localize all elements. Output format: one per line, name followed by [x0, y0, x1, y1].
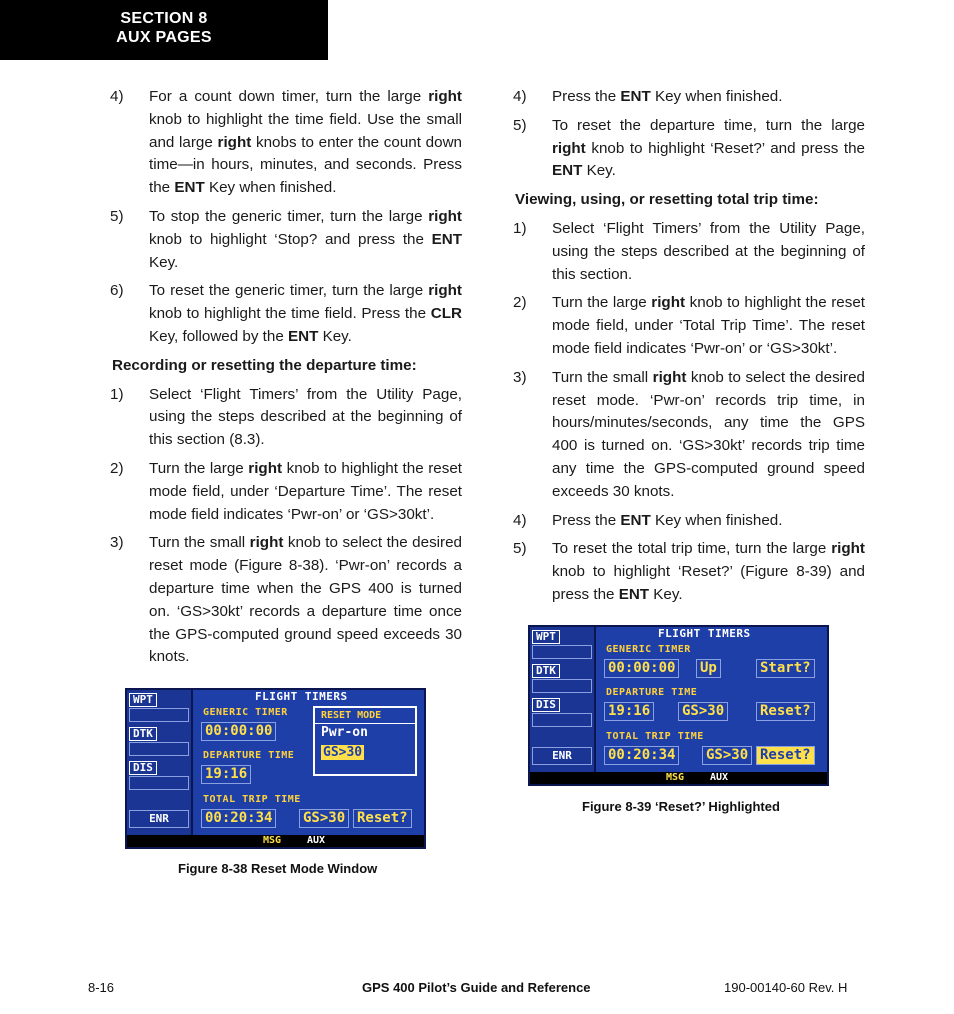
step-text: knob to highlight ‘Reset?’ (Figure 8-39) and press the	[552, 563, 865, 603]
dtk-label: DTK	[532, 664, 560, 678]
status-bar	[530, 772, 827, 784]
step-text: Key when finished.	[650, 88, 783, 105]
key-name: ENT	[174, 179, 205, 197]
key-name: right	[651, 294, 686, 312]
wpt-field	[532, 645, 592, 659]
generic-time-value: 00:00:00	[201, 722, 276, 741]
step-text: Turn the small	[552, 368, 653, 386]
step-left-4	[110, 86, 462, 200]
departure-time-label: DEPARTURE TIME	[606, 687, 698, 698]
screen-title: FLIGHT TIMERS	[658, 627, 751, 640]
dis-label: DIS	[129, 761, 157, 775]
key-name: right	[428, 88, 462, 105]
generic-direction-value: Up	[696, 659, 721, 678]
dtk-field	[129, 742, 189, 756]
departure-time-value: 19:16	[201, 765, 251, 784]
step-text: knob to select the desired reset mode. ‘Pwr-on’ records trip time, in hours/minutes/seconds, any time the GPS 400 is turned on. ‘GS>30kt’ records trip time any time the GPS-computed ground speed exceeds 30 knots.	[552, 368, 865, 500]
step-departure-1	[110, 384, 462, 452]
key-name: right	[652, 368, 687, 386]
popup-option-pwr-on: Pwr-on	[321, 725, 368, 740]
right-column	[513, 86, 865, 613]
step-number: 6)	[110, 282, 124, 300]
side-panel	[127, 690, 193, 847]
total-mode-value: GS>30	[299, 809, 349, 828]
step-text: Key when finished.	[204, 179, 337, 197]
step-trip-5	[513, 538, 865, 606]
aux-indicator: AUX	[307, 835, 326, 846]
step-text: Key, followed by the	[149, 327, 289, 345]
departure-reset-value: Reset?	[756, 702, 815, 721]
page-number: 8-16	[88, 980, 115, 995]
screen-title: FLIGHT TIMERS	[255, 690, 348, 703]
key-name: CLR	[430, 305, 462, 323]
step-text: Key.	[649, 585, 683, 603]
step-number: 5)	[110, 207, 124, 225]
step-number: 4)	[513, 88, 527, 105]
key-name: ENT	[620, 511, 651, 529]
key-name: right	[248, 459, 283, 477]
step-text: Press the	[552, 88, 621, 105]
key-name: ENT	[618, 585, 650, 603]
total-reset-highlighted: Reset?	[756, 746, 815, 765]
step-number: 4)	[110, 88, 124, 105]
dtk-field	[532, 679, 592, 693]
key-name: right	[428, 207, 462, 225]
generic-timer-label: GENERIC TIMER	[606, 644, 691, 655]
step-text: knob to highlight the reset mode field, under ‘Departure Time’. The reset mode field indicates ‘Pwr-on’ or ‘GS>30kt’.	[149, 459, 462, 523]
section-title: AUX PAGES	[116, 29, 212, 46]
step-number: 5)	[513, 540, 527, 558]
step-number: 2)	[513, 294, 527, 312]
step-text: For a count down timer, turn the large	[149, 88, 429, 105]
step-number: 5)	[513, 116, 527, 134]
left-column	[110, 86, 462, 675]
step-departure-4	[513, 86, 865, 109]
step-number: 3)	[110, 534, 124, 552]
step-trip-2	[513, 292, 865, 360]
key-name: right	[831, 540, 865, 558]
step-text: Key.	[318, 327, 352, 345]
step-number: 4)	[513, 511, 527, 529]
wpt-field	[129, 708, 189, 722]
departure-mode-value: GS>30	[678, 702, 728, 721]
reset-mode-popup	[313, 706, 417, 776]
key-name: ENT	[620, 88, 651, 105]
step-number: 3)	[513, 368, 527, 386]
figure-caption-8-39: Figure 8-39 ‘Reset?’ Highlighted	[582, 799, 780, 814]
step-text: Press the	[552, 511, 621, 529]
step-text: Key.	[149, 253, 179, 271]
step-text: knob to highlight the reset mode field, under ‘Total Trip Time’. The reset mode field indicates ‘Pwr-on’ or ‘GS>30kt’.	[552, 294, 865, 357]
departure-time-value: 19:16	[604, 702, 654, 721]
enr-field: ENR	[532, 747, 592, 765]
popup-title: RESET MODE	[315, 708, 415, 724]
key-name: right	[428, 282, 462, 300]
step-text: knob to highlight the time field. Press the	[149, 305, 431, 323]
generic-timer-label: GENERIC TIMER	[203, 707, 288, 718]
key-name: right	[217, 133, 252, 151]
step-left-5	[110, 206, 462, 274]
enr-field: ENR	[129, 810, 189, 828]
dis-field	[129, 776, 189, 790]
subheading-departure: Recording or resetting the departure time:	[112, 356, 417, 374]
key-name: right	[249, 534, 284, 552]
step-text: To reset the total trip time, turn the large	[552, 540, 832, 558]
step-number: 1)	[513, 219, 527, 237]
wpt-label: WPT	[532, 630, 560, 644]
figure-caption-8-38: Figure 8-38 Reset Mode Window	[178, 861, 378, 876]
step-text: To reset the departure time, turn the large	[552, 116, 865, 134]
total-trip-label: TOTAL TRIP TIME	[606, 731, 704, 742]
step-text: Select ‘Flight Timers’ from the Utility Page, using the steps described at the beginning of this section (8.3).	[149, 385, 462, 449]
total-trip-label: TOTAL TRIP TIME	[203, 794, 301, 805]
aux-indicator: AUX	[710, 772, 729, 783]
step-left-6	[110, 280, 462, 348]
step-departure-3	[110, 532, 462, 669]
dis-label: DIS	[532, 698, 560, 712]
step-text: To reset the generic timer, turn the large	[149, 282, 429, 300]
section-number: SECTION 8	[120, 10, 208, 27]
total-mode-value: GS>30	[702, 746, 752, 765]
key-name: ENT	[552, 162, 583, 180]
footer-title: GPS 400 Pilot’s Guide and Reference	[362, 980, 591, 995]
step-departure-5	[513, 115, 865, 183]
total-trip-value: 00:20:34	[201, 809, 276, 828]
step-text: Turn the large	[552, 294, 652, 312]
wpt-label: WPT	[129, 693, 157, 707]
key-name: ENT	[431, 230, 462, 248]
dtk-label: DTK	[129, 727, 157, 741]
side-panel	[530, 627, 596, 784]
step-number: 1)	[110, 385, 124, 403]
msg-indicator: MSG	[263, 835, 282, 846]
step-text: Key.	[582, 162, 616, 180]
figure-8-39-screen	[528, 625, 829, 786]
step-text: Turn the small	[149, 534, 250, 552]
step-text: knob to highlight the time field. Use the small and large	[149, 110, 462, 151]
key-name: ENT	[288, 327, 319, 345]
step-text: knob to highlight ‘Reset?’ and press the	[585, 139, 865, 157]
key-name: right	[552, 139, 586, 157]
total-reset-value: Reset?	[353, 809, 412, 828]
subheading-total-trip: Viewing, using, or resetting total trip time:	[515, 191, 819, 209]
popup-option-gs30: GS>30	[323, 745, 363, 760]
document-number: 190-00140-60 Rev. H	[724, 980, 848, 995]
step-text: To stop the generic timer, turn the large	[149, 207, 429, 225]
step-number: 2)	[110, 459, 124, 477]
step-text: knobs to enter the count down time—in hours, minutes, and seconds. Press the	[149, 133, 462, 197]
figure-8-38-screen	[125, 688, 426, 849]
step-text: Select ‘Flight Timers’ from the Utility Page, using the steps described at the beginning of this section.	[552, 219, 865, 283]
step-text: knob to highlight ‘Stop? and press the	[149, 230, 432, 248]
step-text: Key when finished.	[650, 511, 783, 529]
step-text: Turn the large	[149, 459, 249, 477]
step-trip-3	[513, 367, 865, 504]
step-trip-1	[513, 218, 865, 286]
step-trip-4	[513, 510, 865, 533]
step-text: knob to select the desired reset mode (Figure 8-38). ‘Pwr-on’ records a departure time when the GPS 400 is turned on. ‘GS>30kt’ records a departure time once the GPS-computed ground speed exceeds 30 knots.	[149, 534, 462, 666]
generic-start-value: Start?	[756, 659, 815, 678]
step-departure-2	[110, 458, 462, 526]
msg-indicator: MSG	[666, 772, 685, 783]
dis-field	[532, 713, 592, 727]
total-trip-value: 00:20:34	[604, 746, 679, 765]
status-bar	[127, 835, 424, 847]
generic-time-value: 00:00:00	[604, 659, 679, 678]
departure-time-label: DEPARTURE TIME	[203, 750, 295, 761]
section-tab	[0, 0, 328, 60]
